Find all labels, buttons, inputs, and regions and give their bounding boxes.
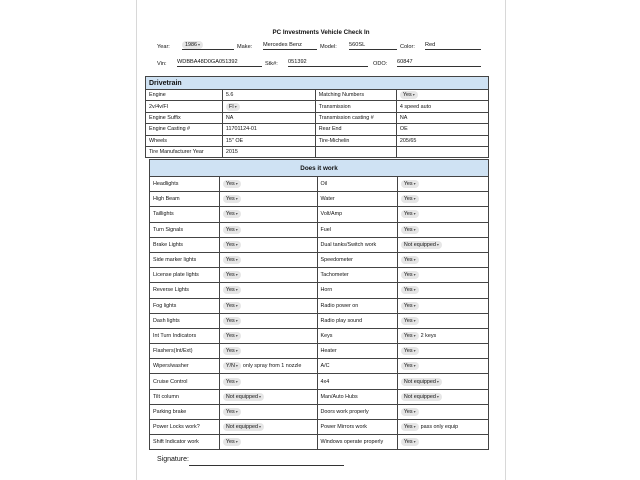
status-value: Not equipped bbox=[225, 424, 258, 431]
dropdown-caret-icon: ▾ bbox=[235, 348, 238, 354]
dropdown-caret-icon: ▾ bbox=[436, 393, 439, 399]
check-item-status[interactable] bbox=[219, 328, 317, 343]
dropdown-caret-icon: ▾ bbox=[413, 181, 416, 187]
status-dropdown[interactable] bbox=[401, 271, 419, 279]
status-dropdown[interactable] bbox=[401, 362, 419, 370]
year-value: 1986 bbox=[185, 42, 197, 48]
status-value: Yes bbox=[225, 226, 235, 233]
check-item-label: Water bbox=[317, 192, 397, 207]
check-item-label: Reverse Lights bbox=[150, 283, 220, 298]
drivetrain-value[interactable] bbox=[396, 146, 488, 157]
check-item-status[interactable] bbox=[219, 192, 317, 207]
status-dropdown[interactable] bbox=[401, 180, 419, 188]
dropdown-caret-icon: ▾ bbox=[234, 103, 237, 109]
check-row bbox=[150, 237, 489, 252]
status-value: Not equipped bbox=[403, 378, 436, 385]
check-item-status[interactable] bbox=[397, 192, 488, 207]
check-item-status[interactable] bbox=[219, 435, 317, 450]
drivetrain-row bbox=[146, 146, 489, 157]
check-item-status[interactable] bbox=[397, 328, 488, 343]
dropdown-caret-icon: ▾ bbox=[235, 363, 238, 369]
check-item-status[interactable] bbox=[397, 374, 488, 389]
dropdown-caret-icon: ▾ bbox=[258, 424, 261, 430]
dropdown-caret-icon: ▾ bbox=[235, 408, 238, 414]
status-dropdown[interactable] bbox=[223, 438, 241, 446]
check-row bbox=[150, 420, 489, 435]
check-item-label: Parking brake bbox=[150, 404, 220, 419]
status-dropdown[interactable] bbox=[223, 210, 241, 218]
check-item-label: Side marker lights bbox=[150, 252, 220, 267]
drivetrain-value[interactable]: NA bbox=[396, 112, 488, 123]
does-it-work-heading: Does it work bbox=[150, 160, 489, 177]
status-dropdown[interactable] bbox=[223, 226, 241, 234]
make-field[interactable]: Mercedes Benz bbox=[263, 41, 317, 50]
drivetrain-value[interactable]: NA bbox=[222, 112, 315, 123]
drivetrain-label bbox=[315, 146, 396, 157]
check-item-label: Volt/Amp bbox=[317, 207, 397, 222]
status-dropdown[interactable] bbox=[401, 347, 419, 355]
status-dropdown[interactable] bbox=[223, 332, 241, 340]
status-value: Yes bbox=[225, 272, 235, 279]
check-row bbox=[150, 298, 489, 313]
check-item-status[interactable] bbox=[219, 420, 317, 435]
dropdown-caret-icon: ▾ bbox=[235, 272, 238, 278]
check-item-label: Int Turn Indicators bbox=[150, 328, 220, 343]
status-value: Yes bbox=[403, 439, 413, 446]
status-dropdown[interactable] bbox=[401, 226, 419, 234]
check-item-status[interactable] bbox=[397, 313, 488, 328]
drivetrain-table bbox=[145, 76, 489, 158]
dropdown-caret-icon: ▾ bbox=[413, 424, 416, 430]
status-value: Not equipped bbox=[225, 393, 258, 400]
status-value: Yes bbox=[403, 211, 413, 218]
check-item-status[interactable] bbox=[219, 252, 317, 267]
dropdown-caret-icon: ▾ bbox=[413, 332, 416, 338]
check-item-status[interactable] bbox=[219, 313, 317, 328]
check-item-label: License plate lights bbox=[150, 268, 220, 283]
status-value: Yes bbox=[403, 363, 413, 370]
status-dropdown[interactable] bbox=[401, 286, 419, 294]
does-it-work-table bbox=[149, 159, 489, 450]
check-row bbox=[150, 313, 489, 328]
vin-field[interactable]: WDBBA48D0GA051392 bbox=[177, 58, 262, 67]
status-dropdown[interactable] bbox=[223, 271, 241, 279]
check-item-label: Shift Indicator work bbox=[150, 435, 220, 450]
stk-label: Stk#: bbox=[265, 61, 278, 67]
dropdown-caret-icon: ▾ bbox=[235, 302, 238, 308]
status-dropdown[interactable] bbox=[401, 195, 419, 203]
check-item-label: Windows operate properly bbox=[317, 435, 397, 450]
drivetrain-row bbox=[146, 90, 489, 101]
check-item-status[interactable] bbox=[219, 268, 317, 283]
check-row bbox=[150, 192, 489, 207]
check-item-status[interactable] bbox=[397, 389, 488, 404]
drivetrain-value[interactable] bbox=[222, 101, 315, 112]
form-page bbox=[137, 0, 505, 480]
status-value: Yes bbox=[225, 196, 235, 203]
status-value: Not equipped bbox=[403, 393, 436, 400]
check-row bbox=[150, 344, 489, 359]
check-item-label: Flashers(Int/Ext) bbox=[150, 344, 220, 359]
check-item-label: Tachometer bbox=[317, 268, 397, 283]
check-item-label: Tilt column bbox=[150, 389, 220, 404]
check-item-status[interactable] bbox=[397, 207, 488, 222]
model-label: Model: bbox=[320, 44, 337, 50]
status-value: Yes bbox=[225, 408, 235, 415]
status-value: Yes bbox=[403, 302, 413, 309]
dropdown-caret-icon: ▾ bbox=[413, 257, 416, 263]
dropdown-value: FI bbox=[228, 103, 234, 110]
check-item-status[interactable] bbox=[219, 222, 317, 237]
status-value: Yes bbox=[225, 317, 235, 324]
make-label: Make: bbox=[237, 44, 253, 50]
check-item-label: Radio play sound bbox=[317, 313, 397, 328]
check-item-status[interactable] bbox=[397, 222, 488, 237]
status-dropdown[interactable] bbox=[401, 438, 419, 446]
status-dropdown[interactable] bbox=[223, 393, 264, 401]
check-item-label: Radio power on bbox=[317, 298, 397, 313]
status-dropdown[interactable] bbox=[401, 302, 419, 310]
drivetrain-label: Engine Casting # bbox=[146, 124, 223, 135]
check-item-status[interactable] bbox=[397, 268, 488, 283]
drivetrain-label: Transmission bbox=[315, 101, 396, 112]
check-item-label: Man/Auto Hubs bbox=[317, 389, 397, 404]
status-value: Yes bbox=[225, 348, 235, 355]
odo-label: ODO: bbox=[373, 61, 388, 67]
check-item-status[interactable] bbox=[397, 298, 488, 313]
dropdown-caret-icon: ▾ bbox=[235, 378, 238, 384]
status-dropdown[interactable] bbox=[401, 332, 419, 340]
color-label: Color: bbox=[400, 44, 415, 50]
dropdown-caret-icon: ▾ bbox=[412, 92, 415, 98]
drivetrain-label: Tire-Michelin bbox=[315, 135, 396, 146]
dropdown-caret-icon: ▾ bbox=[413, 287, 416, 293]
status-value: Yes bbox=[225, 211, 235, 218]
drivetrain-label: Matching Numbers bbox=[315, 90, 396, 101]
model-field[interactable]: 560SL bbox=[349, 41, 397, 50]
status-dropdown[interactable] bbox=[401, 241, 442, 249]
check-item-label: Fog lights bbox=[150, 298, 220, 313]
status-value: Not equipped bbox=[403, 241, 436, 248]
check-row bbox=[150, 177, 489, 192]
check-row bbox=[150, 404, 489, 419]
dropdown-caret-icon: ▾ bbox=[413, 211, 416, 217]
status-value: Yes bbox=[403, 317, 413, 324]
status-value: Yes bbox=[403, 226, 413, 233]
status-dropdown[interactable] bbox=[223, 408, 241, 416]
drivetrain-row bbox=[146, 112, 489, 123]
dropdown-caret-icon: ▾ bbox=[413, 348, 416, 354]
status-dropdown[interactable] bbox=[223, 378, 241, 386]
check-item-status[interactable] bbox=[219, 359, 317, 374]
status-dropdown[interactable] bbox=[223, 423, 264, 431]
check-item-status[interactable] bbox=[219, 177, 317, 192]
status-value: Yes bbox=[403, 332, 413, 339]
status-value: Yes bbox=[225, 181, 235, 188]
status-dropdown[interactable] bbox=[401, 393, 442, 401]
drivetrain-label: Tire Manufacturer Year bbox=[146, 146, 223, 157]
drivetrain-label: 2v/4v/FI bbox=[146, 101, 223, 112]
dropdown-caret-icon: ▾ bbox=[413, 363, 416, 369]
check-item-label: Horn bbox=[317, 283, 397, 298]
status-value: Yes bbox=[403, 348, 413, 355]
status-value: Yes bbox=[403, 287, 413, 294]
check-item-status[interactable] bbox=[219, 237, 317, 252]
check-item-status[interactable] bbox=[397, 252, 488, 267]
check-item-label: Turn Signals bbox=[150, 222, 220, 237]
status-dropdown[interactable] bbox=[223, 180, 241, 188]
dropdown-caret-icon: ▾ bbox=[235, 332, 238, 338]
check-row bbox=[150, 268, 489, 283]
form-title: PC Investments Vehicle Check In bbox=[272, 29, 370, 36]
drivetrain-value[interactable]: 2015 bbox=[222, 146, 315, 157]
drivetrain-row bbox=[146, 101, 489, 112]
check-item-label: Oil bbox=[317, 177, 397, 192]
status-note: pass only equip bbox=[420, 424, 459, 431]
status-value: Yes bbox=[225, 439, 235, 446]
drivetrain-value[interactable]: 4 speed auto bbox=[396, 101, 488, 112]
status-dropdown[interactable] bbox=[401, 210, 419, 218]
dropdown-caret-icon: ▾ bbox=[413, 272, 416, 278]
check-item-label: Dual tanks/Switch work bbox=[317, 237, 397, 252]
dropdown-caret-icon: ▾ bbox=[198, 42, 201, 47]
odo-field[interactable]: 60847 bbox=[397, 58, 481, 67]
status-value: Yes bbox=[225, 378, 235, 385]
dropdown-caret-icon: ▾ bbox=[258, 393, 261, 399]
check-item-label: Brake Lights bbox=[150, 237, 220, 252]
check-item-label: Doors work properly bbox=[317, 404, 397, 419]
dropdown-caret-icon: ▾ bbox=[235, 226, 238, 232]
signature-label: Signature: bbox=[157, 456, 189, 463]
check-item-label: Fuel bbox=[317, 222, 397, 237]
drivetrain-label: Wheels bbox=[146, 135, 223, 146]
drivetrain-label: Engine bbox=[146, 90, 223, 101]
check-item-label: Taillights bbox=[150, 207, 220, 222]
check-item-status[interactable] bbox=[397, 435, 488, 450]
signature-line[interactable] bbox=[189, 465, 344, 466]
check-item-label: Headlights bbox=[150, 177, 220, 192]
check-item-status[interactable] bbox=[219, 344, 317, 359]
check-row bbox=[150, 374, 489, 389]
dropdown-caret-icon: ▾ bbox=[413, 196, 416, 202]
status-value: Yes bbox=[225, 241, 235, 248]
status-value: Yes bbox=[225, 287, 235, 294]
status-value: Yes bbox=[403, 272, 413, 279]
check-row bbox=[150, 222, 489, 237]
dropdown-caret-icon: ▾ bbox=[235, 211, 238, 217]
year-label: Year: bbox=[157, 44, 170, 50]
status-dropdown[interactable] bbox=[223, 241, 241, 249]
dropdown-caret-icon: ▾ bbox=[413, 302, 416, 308]
status-value: Yes bbox=[225, 257, 235, 264]
stk-field[interactable]: 051392 bbox=[288, 58, 368, 67]
check-item-status[interactable] bbox=[219, 298, 317, 313]
check-item-label: Heater bbox=[317, 344, 397, 359]
drivetrain-label: Engine Suffix bbox=[146, 112, 223, 123]
dropdown-chip[interactable] bbox=[400, 91, 418, 99]
check-item-status[interactable] bbox=[219, 283, 317, 298]
status-dropdown[interactable] bbox=[401, 423, 419, 431]
check-item-label: A/C bbox=[317, 359, 397, 374]
dropdown-caret-icon: ▾ bbox=[235, 196, 238, 202]
check-item-label: Power Locks work? bbox=[150, 420, 220, 435]
drivetrain-value[interactable]: 11701124-01 bbox=[222, 124, 315, 135]
drivetrain-value[interactable]: 205/65 bbox=[396, 135, 488, 146]
check-item-label: 4x4 bbox=[317, 374, 397, 389]
vin-label: Vin: bbox=[157, 61, 167, 67]
check-item-status[interactable] bbox=[219, 207, 317, 222]
drivetrain-value[interactable]: 15" OE bbox=[222, 135, 315, 146]
check-item-status[interactable] bbox=[219, 404, 317, 419]
status-dropdown[interactable] bbox=[223, 347, 241, 355]
dropdown-caret-icon: ▾ bbox=[413, 317, 416, 323]
status-value: Yes bbox=[225, 332, 235, 339]
dropdown-caret-icon: ▾ bbox=[413, 439, 416, 445]
drivetrain-value[interactable]: 5.6 bbox=[222, 90, 315, 101]
dropdown-caret-icon: ▾ bbox=[413, 408, 416, 414]
dropdown-caret-icon: ▾ bbox=[436, 241, 439, 247]
check-item-label: Speedometer bbox=[317, 252, 397, 267]
check-row bbox=[150, 435, 489, 450]
status-dropdown[interactable] bbox=[223, 256, 241, 264]
check-item-status[interactable] bbox=[219, 389, 317, 404]
check-item-status[interactable] bbox=[397, 404, 488, 419]
check-item-label: Wipers/washer bbox=[150, 359, 220, 374]
status-value: Yes bbox=[403, 196, 413, 203]
status-dropdown[interactable] bbox=[223, 286, 241, 294]
check-row bbox=[150, 389, 489, 404]
dropdown-chip[interactable] bbox=[226, 103, 240, 111]
dropdown-value: Yes bbox=[402, 92, 412, 99]
check-row bbox=[150, 252, 489, 267]
check-row bbox=[150, 207, 489, 222]
check-item-label: Dash lights bbox=[150, 313, 220, 328]
dropdown-caret-icon: ▾ bbox=[436, 378, 439, 384]
check-item-label: High Beam bbox=[150, 192, 220, 207]
drivetrain-value[interactable] bbox=[396, 90, 488, 101]
dropdown-caret-icon: ▾ bbox=[235, 181, 238, 187]
check-item-status[interactable] bbox=[397, 283, 488, 298]
dropdown-caret-icon: ▾ bbox=[235, 317, 238, 323]
drivetrain-row bbox=[146, 124, 489, 135]
status-dropdown[interactable] bbox=[223, 317, 241, 325]
check-item-status[interactable] bbox=[397, 359, 488, 374]
status-value: Yes bbox=[225, 302, 235, 309]
drivetrain-heading: Drivetrain bbox=[146, 77, 489, 90]
status-value: Y/N bbox=[225, 363, 235, 370]
status-note: only spray from 1 nozzle bbox=[242, 363, 302, 370]
status-dropdown[interactable] bbox=[401, 378, 442, 386]
status-dropdown[interactable] bbox=[401, 256, 419, 264]
dropdown-caret-icon: ▾ bbox=[235, 241, 238, 247]
check-item-status[interactable] bbox=[219, 374, 317, 389]
check-item-status[interactable] bbox=[397, 420, 488, 435]
check-item-status[interactable] bbox=[397, 177, 488, 192]
status-dropdown[interactable] bbox=[401, 317, 419, 325]
status-dropdown[interactable] bbox=[223, 362, 241, 370]
status-value: Yes bbox=[403, 408, 413, 415]
dropdown-caret-icon: ▾ bbox=[413, 226, 416, 232]
status-dropdown[interactable] bbox=[223, 195, 241, 203]
drivetrain-label: Rear End bbox=[315, 124, 396, 135]
drivetrain-row bbox=[146, 135, 489, 146]
check-item-status[interactable] bbox=[397, 344, 488, 359]
status-value: Yes bbox=[403, 181, 413, 188]
status-value: Yes bbox=[403, 257, 413, 264]
color-field[interactable]: Red bbox=[425, 41, 481, 50]
check-row bbox=[150, 328, 489, 343]
dropdown-caret-icon: ▾ bbox=[235, 439, 238, 445]
check-item-status[interactable] bbox=[397, 237, 488, 252]
dropdown-caret-icon: ▾ bbox=[235, 287, 238, 293]
drivetrain-value[interactable]: OE bbox=[396, 124, 488, 135]
status-value: Yes bbox=[403, 424, 413, 431]
check-row bbox=[150, 283, 489, 298]
check-item-label: Keys bbox=[317, 328, 397, 343]
status-note: 2 keys bbox=[420, 332, 437, 339]
check-item-label: Cruise Control bbox=[150, 374, 220, 389]
status-dropdown[interactable] bbox=[401, 408, 419, 416]
check-row bbox=[150, 359, 489, 374]
status-dropdown[interactable] bbox=[223, 302, 241, 310]
check-item-label: Power Mirrors work bbox=[317, 420, 397, 435]
year-field[interactable] bbox=[182, 41, 234, 50]
dropdown-caret-icon: ▾ bbox=[235, 257, 238, 263]
drivetrain-label: Transmission casting # bbox=[315, 112, 396, 123]
